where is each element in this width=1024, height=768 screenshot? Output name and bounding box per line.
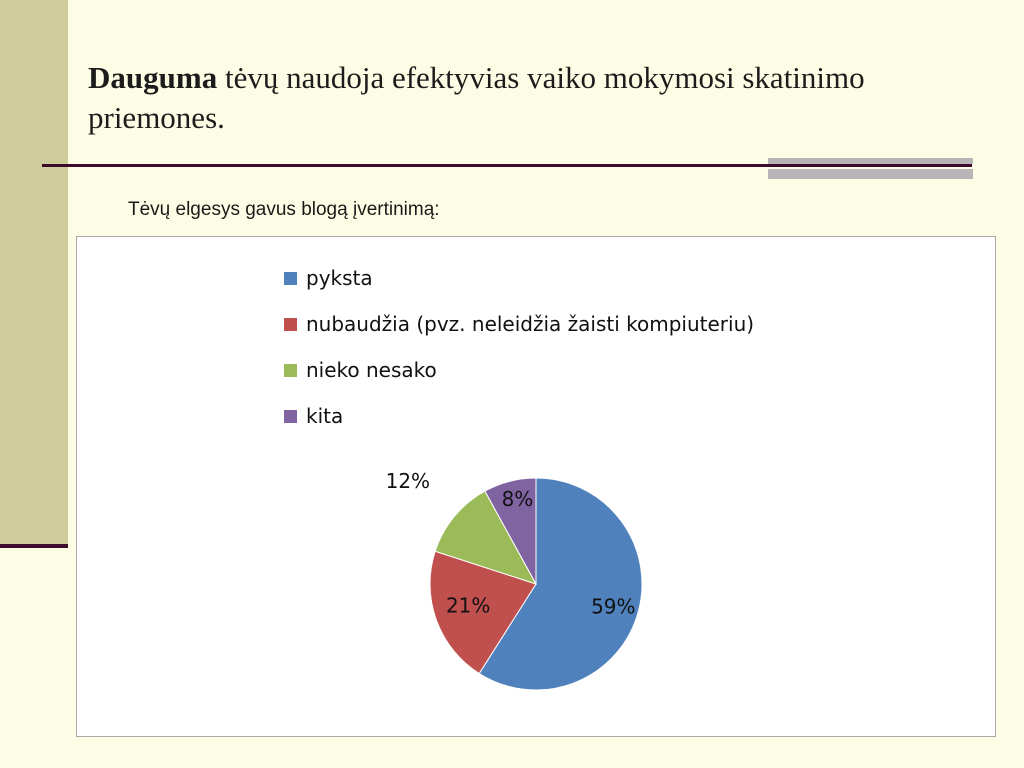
title-divider-accent-top bbox=[768, 158, 973, 164]
slide-title-rest: tėvų naudoja efektyvias vaiko mokymosi skatinimo priemones. bbox=[88, 60, 865, 135]
data-label-nieko-nesako: 12% bbox=[385, 469, 431, 494]
legend-label: nieko nesako bbox=[306, 358, 437, 382]
side-accent-bar bbox=[0, 0, 68, 548]
slide-title-bold: Dauguma bbox=[88, 60, 218, 95]
chart-area bbox=[76, 236, 996, 737]
side-accent-rule bbox=[0, 544, 68, 548]
chart-subtitle: Tėvų elgesys gavus blogą įvertinimą: bbox=[128, 199, 440, 220]
legend-label: kita bbox=[306, 404, 344, 428]
data-label-kita: 8% bbox=[501, 486, 534, 511]
data-label-nubaudzia: 21% bbox=[445, 593, 491, 618]
slide-title bbox=[88, 58, 968, 138]
title-divider bbox=[42, 164, 972, 167]
data-label-pyksta: 59% bbox=[591, 594, 636, 619]
title-divider-accent-bottom bbox=[768, 169, 973, 179]
legend-label: nubaudžia (pvz. neleidžia žaisti kompiuteriu) bbox=[306, 312, 755, 336]
legend-label: pyksta bbox=[306, 266, 373, 290]
pie-chart bbox=[77, 237, 995, 736]
